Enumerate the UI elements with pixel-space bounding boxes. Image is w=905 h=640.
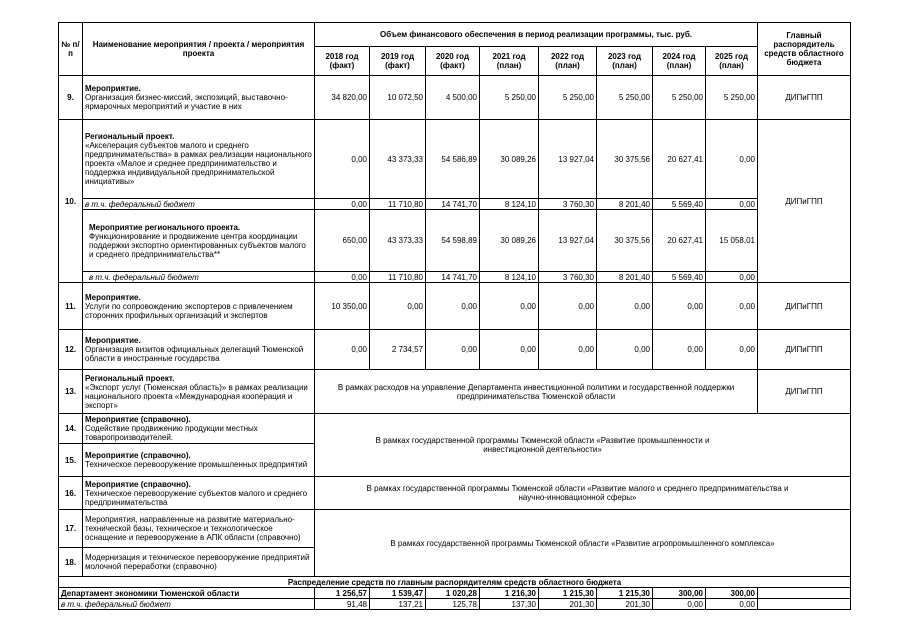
table-row-12 <box>59 330 851 370</box>
program-funding-table <box>58 22 851 610</box>
value-2025: 0,00 <box>706 283 758 330</box>
value-2024: 5 569,40 <box>653 272 706 283</box>
distribution-federal-row <box>59 599 851 610</box>
value-2020: 14 741,70 <box>426 199 480 210</box>
row-description: Модернизация и техническое перевооружение предприятий молочной переработки (справочно) <box>83 548 315 577</box>
header-funding: Объем финансового обеспечения в период реализации программы, тыс. руб. <box>315 23 758 47</box>
value-2019: 11 710,80 <box>370 199 426 210</box>
value-2023: 30 375,56 <box>597 120 653 199</box>
value-2023: 201,30 <box>597 599 653 610</box>
value-2018: 34 820,00 <box>315 76 370 120</box>
value-2022: 0,00 <box>539 330 597 370</box>
row-number: 9. <box>59 76 83 120</box>
value-2024: 300,00 <box>653 588 706 599</box>
value-2020: 54 586,89 <box>426 120 480 199</box>
value-2024: 20 627,41 <box>653 210 706 272</box>
value-2021: 137,30 <box>480 599 539 610</box>
row-description: Мероприятие (справочно). Техническое перевооружение промышленных предприятий <box>83 444 315 477</box>
value-2025: 5 250,00 <box>706 76 758 120</box>
header-name: Наименование мероприятия / проекта / мероприятия проекта <box>83 23 315 76</box>
table-row-17 <box>59 510 851 548</box>
value-2021: 8 124,10 <box>480 272 539 283</box>
distribution-title-row <box>59 577 851 588</box>
header-year-2023: 2023 год (план) <box>597 47 653 76</box>
table-row-11 <box>59 283 851 330</box>
table-row-10-activity <box>59 210 851 272</box>
value-2023: 1 215,30 <box>597 588 653 599</box>
value-2023: 30 375,56 <box>597 210 653 272</box>
value-2023: 8 201,40 <box>597 199 653 210</box>
department-name: Департамент экономики Тюменской области <box>59 588 315 599</box>
distribution-title: Распределение средств по главным распорядителям средств областного бюджета <box>59 577 851 588</box>
value-2021: 5 250,00 <box>480 76 539 120</box>
value-2018: 10 350,00 <box>315 283 370 330</box>
value-2025: 0,00 <box>706 272 758 283</box>
federal-budget-label: в т.ч. федеральный бюджет <box>83 199 315 210</box>
value-2019: 1 539,47 <box>370 588 426 599</box>
row-number: 14. <box>59 414 83 444</box>
value-2024: 0,00 <box>653 599 706 610</box>
row-number: 17. <box>59 510 83 548</box>
header-year-2019: 2019 год (факт) <box>370 47 426 76</box>
row-number: 12. <box>59 330 83 370</box>
row-number: 15. <box>59 444 83 477</box>
table-row-9 <box>59 76 851 120</box>
value-2020: 125,78 <box>426 599 480 610</box>
value-2022: 13 927,04 <box>539 210 597 272</box>
merged-funding-note: В рамках государственной программы Тюменской области «Развитие агропромышленного комплекса» <box>315 510 851 577</box>
row-manager: ДИПиГПП <box>758 76 851 120</box>
value-2025: 15 058,01 <box>706 210 758 272</box>
value-2019: 43 373,33 <box>370 120 426 199</box>
row-manager: ДИПиГПП <box>758 120 851 283</box>
value-2025: 0,00 <box>706 199 758 210</box>
value-2021: 1 216,30 <box>480 588 539 599</box>
value-2024: 20 627,41 <box>653 120 706 199</box>
row-description: Региональный проект. «Экспорт услуг (Тюменская область)» в рамках реализации национального проекта «Международная кооперация и экспорт» <box>83 370 315 414</box>
value-2025: 300,00 <box>706 588 758 599</box>
value-2022: 3 760,30 <box>539 199 597 210</box>
value-2023: 8 201,40 <box>597 272 653 283</box>
row-number: 18. <box>59 548 83 577</box>
distribution-dept-row <box>59 588 851 599</box>
header-num: № п/п <box>59 23 83 76</box>
header-manager: Главный распорядитель средств областного бюджета <box>758 23 851 76</box>
value-2022: 201,30 <box>539 599 597 610</box>
row-description: Мероприятия, направленные на развитие материально-технической базы, техническое и технологическое оснащение и перевооружение в АПК области (справочно) <box>83 510 315 548</box>
value-2022: 3 760,30 <box>539 272 597 283</box>
row-description: Мероприятие регионального проекта. Функционирование и продвижение центра координации поддержки экспортно ориентированных субъектов малого и среднего предпринимательства** <box>83 210 315 272</box>
value-2018: 91,48 <box>315 599 370 610</box>
row-description: Мероприятие. Услуги по сопровождению экспортеров с привлечением сторонних профильных организаций и экспертов <box>83 283 315 330</box>
table-row-13 <box>59 370 851 414</box>
value-2020: 0,00 <box>426 283 480 330</box>
value-2019: 11 710,80 <box>370 272 426 283</box>
row-number: 10. <box>59 120 83 283</box>
empty-cell <box>758 599 851 610</box>
header-year-2020: 2020 год (факт) <box>426 47 480 76</box>
empty-cell <box>758 588 851 599</box>
value-2020: 14 741,70 <box>426 272 480 283</box>
value-2019: 10 072,50 <box>370 76 426 120</box>
table-row-10-project <box>59 120 851 199</box>
value-2020: 0,00 <box>426 330 480 370</box>
value-2019: 43 373,33 <box>370 210 426 272</box>
row-description: Мероприятие (справочно). Техническое перевооружение субъектов малого и среднего предпринимательства <box>83 477 315 510</box>
header-year-2018: 2018 год (факт) <box>315 47 370 76</box>
value-2018: 0,00 <box>315 199 370 210</box>
value-2022: 0,00 <box>539 283 597 330</box>
value-2022: 5 250,00 <box>539 76 597 120</box>
row-number: 13. <box>59 370 83 414</box>
value-2020: 54 598,89 <box>426 210 480 272</box>
header-year-2024: 2024 год (план) <box>653 47 706 76</box>
value-2018: 0,00 <box>315 120 370 199</box>
value-2019: 2 734,57 <box>370 330 426 370</box>
value-2022: 13 927,04 <box>539 120 597 199</box>
row-description: Мероприятие. Организация визитов официальных делегаций Тюменской области в иностранные государства <box>83 330 315 370</box>
value-2019: 137,21 <box>370 599 426 610</box>
value-2025: 0,00 <box>706 599 758 610</box>
value-2018: 1 256,57 <box>315 588 370 599</box>
table-row-14 <box>59 414 851 444</box>
table-row-10-federal <box>59 199 851 210</box>
value-2019: 0,00 <box>370 283 426 330</box>
header-year-2021: 2021 год (план) <box>480 47 539 76</box>
value-2018: 0,00 <box>315 330 370 370</box>
value-2023: 0,00 <box>597 283 653 330</box>
value-2023: 0,00 <box>597 330 653 370</box>
value-2024: 5 569,40 <box>653 199 706 210</box>
value-2020: 4 500,00 <box>426 76 480 120</box>
federal-budget-label: в т.ч. федеральный бюджет <box>83 272 315 283</box>
row-number: 16. <box>59 477 83 510</box>
row-description: Мероприятие. Организация бизнес-миссий, экспозиций, выставочно-ярмарочных мероприятий и участие в них <box>83 76 315 120</box>
value-2021: 30 089,26 <box>480 120 539 199</box>
value-2021: 0,00 <box>480 330 539 370</box>
value-2024: 0,00 <box>653 330 706 370</box>
row-manager: ДИПиГПП <box>758 370 851 414</box>
value-2025: 0,00 <box>706 330 758 370</box>
value-2023: 5 250,00 <box>597 76 653 120</box>
value-2021: 0,00 <box>480 283 539 330</box>
row-manager: ДИПиГПП <box>758 330 851 370</box>
row-description: Региональный проект. «Акселерация субъектов малого и среднего предпринимательства» в рамках реализации национального проекта «Малое и среднее предпринимательство и поддержка индивидуальной предпринимательской инициативы» <box>83 120 315 199</box>
row-number: 11. <box>59 283 83 330</box>
value-2020: 1 020,28 <box>426 588 480 599</box>
header-year-2025: 2025 год (план) <box>706 47 758 76</box>
value-2024: 0,00 <box>653 283 706 330</box>
value-2025: 0,00 <box>706 120 758 199</box>
merged-funding-note: В рамках государственной программы Тюменской области «Развитие промышленности и инвестиционной деятельности» <box>315 414 851 477</box>
federal-budget-label: в т.ч. федеральный бюджет <box>59 599 315 610</box>
header-row-1 <box>59 23 851 47</box>
merged-funding-note: В рамках расходов на управление Департамента инвестиционной политики и государственной поддержки предпринимательства Тюменской области <box>315 370 758 414</box>
value-2018: 650,00 <box>315 210 370 272</box>
row-description: Мероприятие (справочно). Содействие продвижению продукции местных товаропроизводителей. <box>83 414 315 444</box>
header-year-2022: 2022 год (план) <box>539 47 597 76</box>
value-2018: 0,00 <box>315 272 370 283</box>
table-row-16 <box>59 477 851 510</box>
value-2021: 30 089,26 <box>480 210 539 272</box>
value-2021: 8 124,10 <box>480 199 539 210</box>
merged-funding-note: В рамках государственной программы Тюменской области «Развитие малого и среднего предпринимательства и научно-инновационной сферы» <box>315 477 851 510</box>
value-2024: 5 250,00 <box>653 76 706 120</box>
row-manager: ДИПиГПП <box>758 283 851 330</box>
value-2022: 1 215,30 <box>539 588 597 599</box>
table-row-10-activity-federal <box>59 272 851 283</box>
